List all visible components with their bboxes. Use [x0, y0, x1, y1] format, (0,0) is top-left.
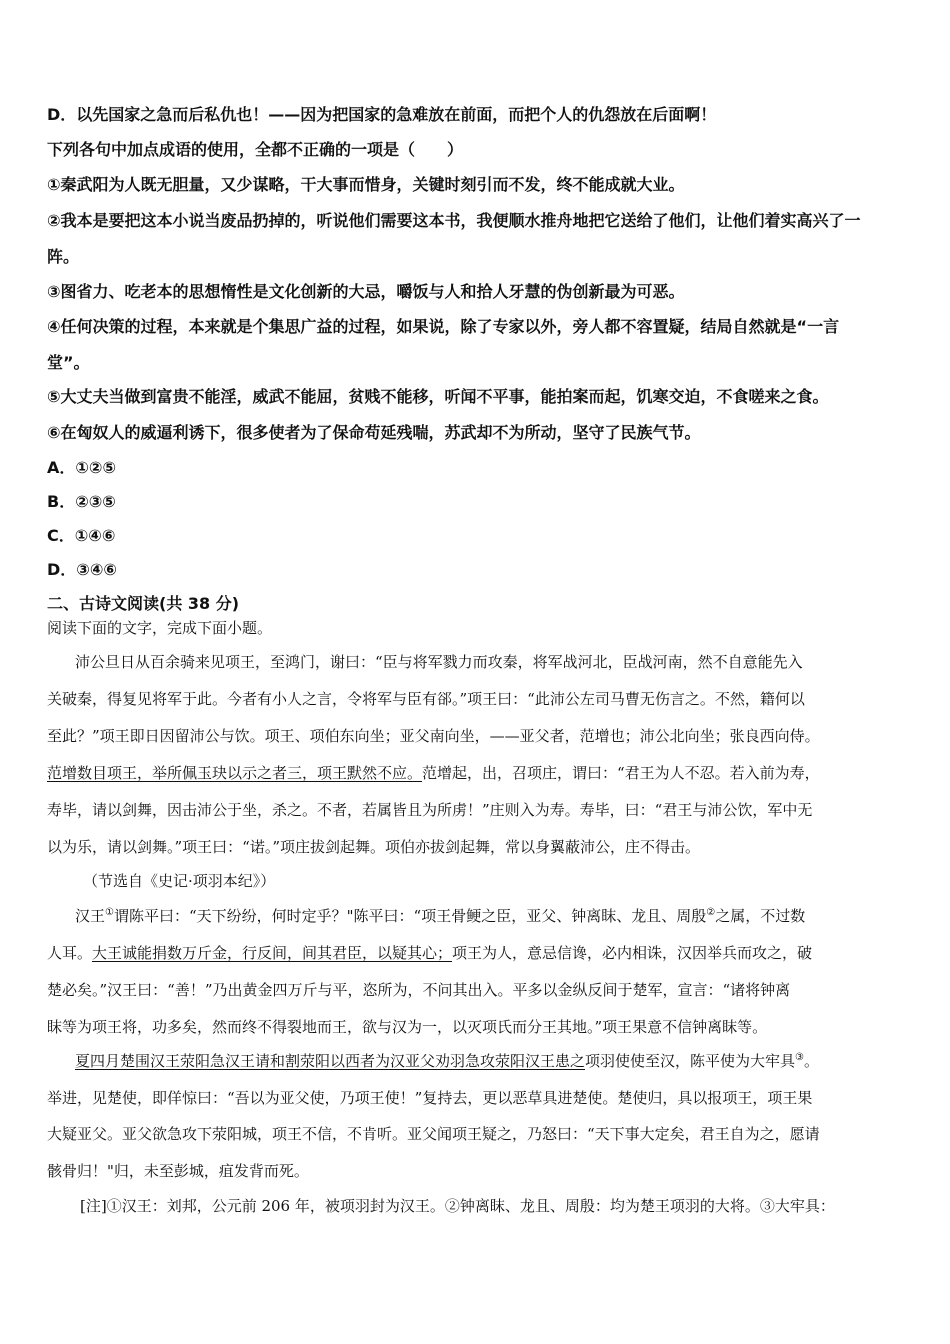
answer-option-c: C．①④⑥ [47, 526, 116, 545]
sentence-2-part-1: ②我本是要把这本小说当废品扔掉的，听说他们需要这本书，我便顺水推舟地把它送给了他们，让他们着实高兴了一 [47, 211, 861, 230]
passage1-line-5: 寿毕，请以剑舞，因击沛公于坐，杀之。不者，若属皆且为所虏！”庄则入为寿。寿毕，曰：“君王与沛公饮，军中无 [47, 801, 813, 819]
passage2-line-5 [75, 1050, 910, 1071]
passage1-line-1: 沛公旦日从百余骑来见项王，至鸿门，谢曰：“臣与将军戮力而攻秦，将军战河北，臣战河南，然不自意能先入 [75, 653, 803, 671]
answer-option-d: D．③④⑥ [47, 560, 117, 579]
sentence-4-part-1: ④任何决策的过程，本来就是个集思广益的过程，如果说，除了专家以外，旁人都不容置疑，结局自然就是“一言 [47, 317, 840, 336]
passage1-line-3: 至此？”项王即日因留沛公与饮。项王、项伯东向坐；亚父南向坐，——亚父者，范增也；沛公北向坐；张良西向侍。 [47, 727, 820, 745]
section-instruction: 阅读下面的文字，完成下面小题。 [47, 619, 273, 637]
unpunctuated-sentence: 夏四月楚围汉王荥阳急汉王请和割荥阳以西者为汉亚父劝羽急攻荥阳汉王患之 [75, 1052, 586, 1070]
passage2-line-5-b: 项羽使使至汉，陈平使为大牢具 [585, 1052, 796, 1070]
passage2-line-1-c: 之属，不过数 [715, 907, 806, 925]
passage2-line-2-a: 人耳。 [47, 944, 93, 962]
sentence-2-part-2: 阵。 [47, 247, 80, 266]
underlined-sentence-2: 大王诚能捐数万斤金，行反间，间其君臣，以疑其心； [92, 944, 453, 962]
underlined-sentence-1: 范增数目项王，举所佩玉玦以示之者三，项王默然不应。 [47, 764, 423, 782]
passage2-line-8: 骸骨归！"归，未至彭城，疽发背而死。 [47, 1162, 309, 1180]
passage2-line-2 [47, 942, 910, 963]
passage2-line-3: 楚必矣。”汉王曰：“善！”乃出黄金四万斤与平，恣所为，不问其出入。平多以金纵反间于楚军，宣言：“诸将钟离 [47, 981, 791, 999]
passage1-line-4-rest: 范增起，出，召项庄，谓曰：“君王为人不忍。若入前为寿， [422, 764, 820, 782]
passage2-line-5-c: 。 [804, 1052, 820, 1070]
sentence-3: ③图省力、吃老本的思想惰性是文化创新的大忌，嚼饭与人和拾人牙慧的伪创新最为可恶。 [47, 282, 685, 301]
sentence-4-part-2: 堂”。 [47, 353, 90, 372]
sentence-1: ①秦武阳为人既无胆量，又少谋略，干大事而惜身，关键时刻引而不发，终不能成就大业。 [47, 175, 685, 194]
question-stem: 下列各句中加点成语的使用，全都不正确的一项是（ ） [47, 140, 464, 159]
passage2-line-7: 大疑亚父。亚父欲急攻下荥阳城，项王不信，不肯听。亚父闻项王疑之，乃怒曰：“天下事大定矣，君王自为之，愿请 [47, 1125, 820, 1143]
passage2-line-4: 眜等为项王将，功多矣，然而终不得裂地而王，欲与汉为一，以灭项氏而分王其地。”项王果意不信钟离眜等。 [47, 1018, 768, 1036]
sentence-5: ⑤大丈夫当做到富贵不能淫，威武不能屈，贫贱不能移，听闻不平事，能拍案而起，饥寒交迫，不食嗟来之食。 [47, 387, 829, 406]
passage2-line-1-a: 汉王 [75, 907, 106, 925]
passage1-line-4 [47, 762, 910, 783]
passage2-line-2-b: 项王为人，意忌信谗，必内相诛，汉因举兵而攻之，破 [452, 944, 813, 962]
section-title: 二、古诗文阅读(共 38 分) [47, 594, 240, 613]
footnote-mark-3: ③ [795, 1052, 804, 1063]
passage1-source: （节选自《史记·项羽本纪》） [83, 872, 276, 890]
passage2-line-6: 举进，见楚使，即佯惊曰：“吾以为亚父使，乃项王使！”复持去，更以恶草具进楚使。楚使归，具以报项王，项王果 [47, 1089, 813, 1107]
option-d-previous: D．以先国家之急而后私仇也！——因为把国家的急难放在前面，而把个人的仇怨放在后面啊！ [47, 105, 717, 124]
passage2-line-1-b: 谓陈平曰：“天下纷纷，何时定乎？"陈平曰：“项王骨鲠之臣，亚父、钟离眜、龙且、周殷 [113, 907, 707, 925]
footnote-mark-2: ② [706, 907, 716, 918]
footnotes: [注]①汉王：刘邦，公元前 206 年，被项羽封为汉王。②钟离眜、龙且、周殷：均为楚王项羽的大将。③大牢具： [80, 1197, 835, 1215]
passage1-line-2: 关破秦，得复见将军于此。今者有小人之言，令将军与臣有郤。”项王曰：“此沛公左司马曹无伤言之。不然，籍何以 [47, 690, 805, 708]
answer-option-b: B．②③⑤ [47, 492, 116, 511]
footnote-mark-1: ① [105, 907, 114, 918]
passage2-line-1 [75, 905, 910, 926]
passage1-line-6: 以为乐，请以剑舞。”项王曰：“诺。”项庄拔剑起舞。项伯亦拔剑起舞，常以身翼蔽沛公，庄不得击。 [47, 838, 701, 856]
answer-option-a: A．①②⑤ [47, 458, 117, 477]
sentence-6: ⑥在匈奴人的威逼利诱下，很多使者为了保命苟延残喘，苏武却不为所动，坚守了民族气节。 [47, 423, 701, 442]
